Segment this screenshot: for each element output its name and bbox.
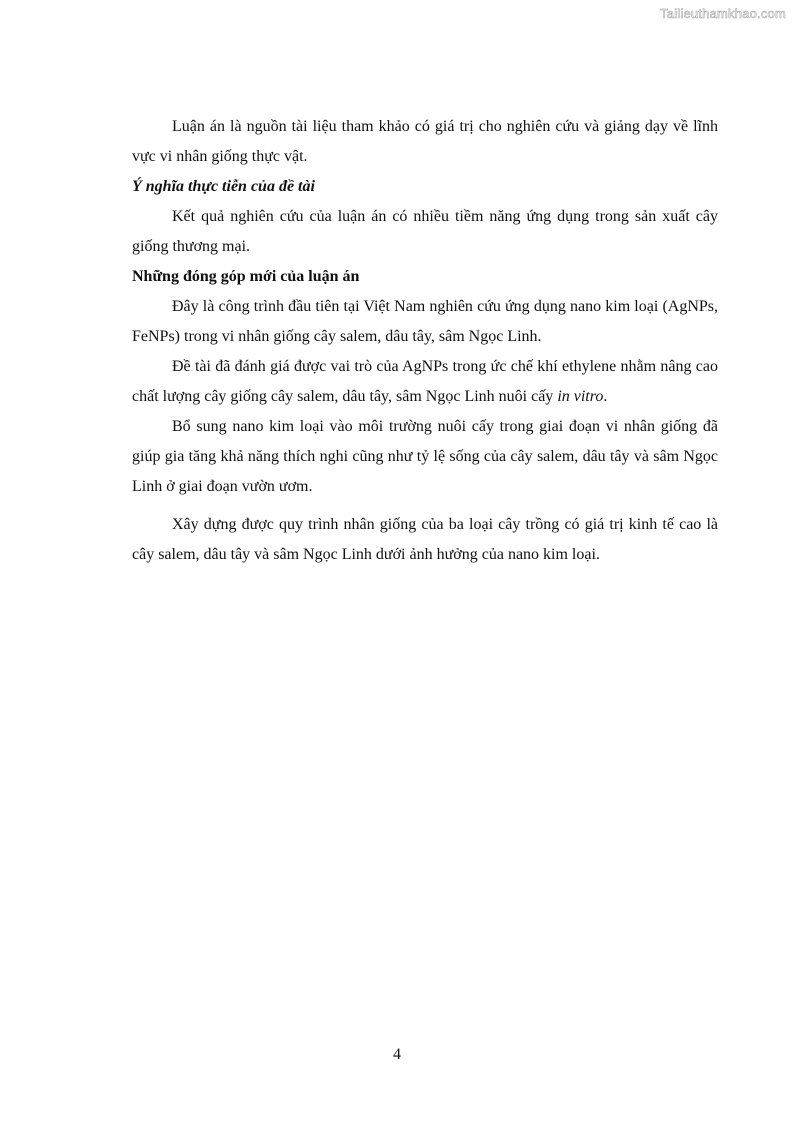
paragraph-contribution-2 [132,352,718,412]
watermark: Tailieuthamkhao.com [660,6,786,21]
paragraph-contribution-3: Bổ sung nano kim loại vào môi trường nuôi cấy trong giai đoạn vi nhân giống đã giúp gia tăng khả năng thích nghi cũng như tỷ lệ sống của cây salem, dâu tây và sâm Ngọc Linh ở giai đoạn vườn ươm. [132,418,718,495]
contribution-2-end: . [603,388,608,405]
heading-practical-significance: Ý nghĩa thực tiễn của đề tài [132,178,315,195]
heading-new-contributions: Những đóng góp mới của luận án [132,268,360,285]
paragraph-practical: Kết quả nghiên cứu của luận án có nhiều tiềm năng ứng dụng trong sản xuất cây giống thương mại. [132,208,718,255]
page-number: 4 [393,1046,401,1063]
contribution-2-text: Đề tài đã đánh giá được vai trò của AgNPs trong ức chế khí ethylene nhằm nâng cao chất lượng cây giống cây salem, dâu tây, sâm Ngọc Linh nuôi cấy [132,358,718,405]
document-body [132,112,718,570]
paragraph-contribution-1: Đây là công trình đầu tiên tại Việt Nam nghiên cứu ứng dụng nano kim loại (AgNPs, FeNPs) trong vi nhân giống cây salem, dâu tây, sâm Ngọc Linh. [132,298,718,345]
paragraph-contribution-4: Xây dựng được quy trình nhân giống của ba loại cây trồng có giá trị kinh tế cao là cây salem, dâu tây và sâm Ngọc Linh dưới ảnh hưởng của nano kim loại. [132,516,718,563]
in-vitro-term: in vitro [557,388,604,405]
paragraph-significance: Luận án là nguồn tài liệu tham khảo có giá trị cho nghiên cứu và giảng dạy về lĩnh vực vi nhân giống thực vật. [132,118,718,165]
